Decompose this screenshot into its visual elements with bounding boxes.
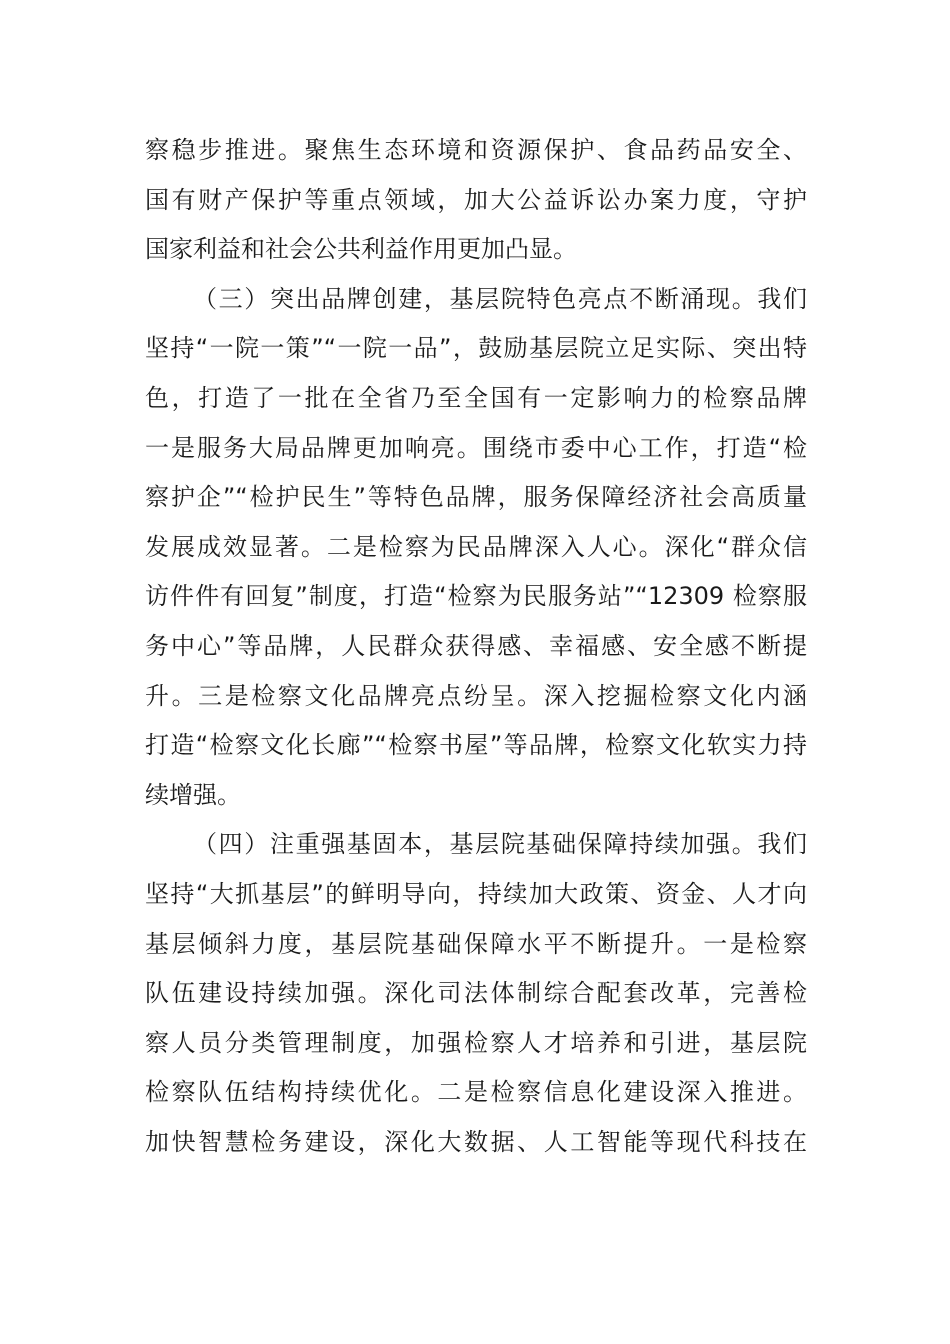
text-line: 升。三是检察文化品牌亮点纷呈。深入挖掘检察文化内涵 (145, 681, 807, 710)
text-line: 队伍建设持续加强。深化司法体制综合配套改革，完善检 (145, 979, 807, 1008)
text-line: 坚持“大抓基层”的鲜明导向，持续加大政策、资金、人才向 (145, 879, 807, 908)
text-line: 国有财产保护等重点领域，加大公益诉讼办案力度，守护 (145, 185, 807, 214)
section-heading-line: （三）突出品牌创建，基层院特色亮点不断涌现。我们 (193, 284, 807, 313)
text-line: 发展成效显著。二是检察为民品牌深入人心。深化“群众信 (145, 532, 807, 561)
text-line: 加快智慧检务建设，深化大数据、人工智能等现代科技在 (145, 1127, 807, 1156)
text-line: 务中心”等品牌，人民群众获得感、幸福感、安全感不断提 (145, 631, 807, 660)
text-line: 色，打造了一批在全省乃至全国有一定影响力的检察品牌 (145, 383, 807, 412)
paragraph-grassroots-foundation (145, 820, 807, 1167)
text-line: 续增强。 (145, 780, 241, 809)
text-line: 坚持“一院一策”“一院一品”，鼓励基层院立足实际、突出特 (145, 334, 807, 363)
text-line: 一是服务大局品牌更加响亮。围绕市委中心工作，打造“检 (145, 433, 807, 462)
section-heading-line: （四）注重强基固本，基层院基础保障持续加强。我们 (193, 830, 807, 859)
text-line: 检察队伍结构持续优化。二是检察信息化建设深入推进。 (145, 1078, 807, 1107)
paragraph-public-interest-litigation (145, 126, 807, 275)
text-line: 打造“检察文化长廊”“检察书屋”等品牌，检察文化软实力持 (145, 731, 807, 760)
paragraph-brand-building (145, 275, 807, 821)
text-line: 访件件有回复”制度，打造“检察为民服务站”“12309 检察服 (145, 582, 807, 611)
text-line: 基层倾斜力度，基层院基础保障水平不断提升。一是检察 (145, 929, 807, 958)
text-line: 国家利益和社会公共利益作用更加凸显。 (145, 235, 577, 264)
text-line: 察稳步推进。聚焦生态环境和资源保护、食品药品安全、 (145, 136, 807, 164)
text-line: 察人员分类管理制度，加强检察人才培养和引进，基层院 (145, 1028, 807, 1057)
text-line: 察护企”“检护民生”等特色品牌，服务保障经济社会高质量 (145, 483, 807, 512)
document-body (145, 126, 807, 1167)
